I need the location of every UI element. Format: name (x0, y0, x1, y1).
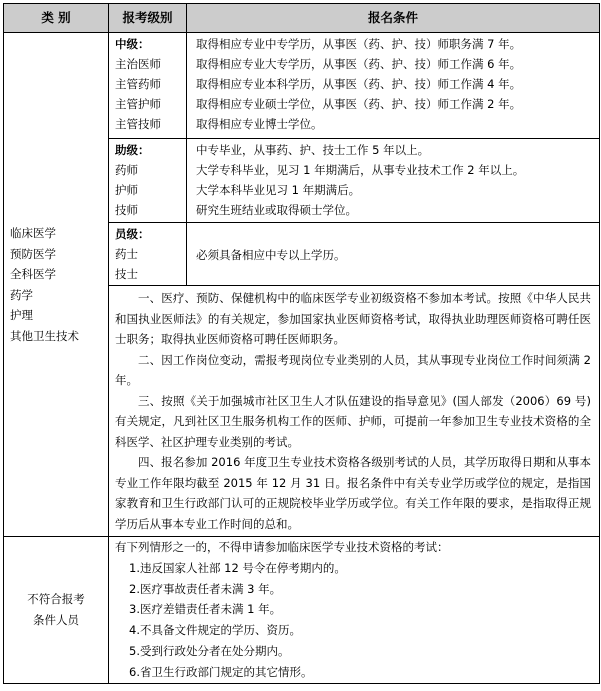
disqualified-item: 4.不具备文件规定的学历、资历。 (129, 623, 301, 638)
tier-title: 助级： (115, 143, 150, 157)
category-item: 全科医学 (10, 267, 56, 281)
level-cell-junior (109, 223, 187, 286)
disqualified-item: 1.违反国家人社部 12 号令在停考期内的。 (129, 560, 346, 575)
header-level: 报考级别 (109, 4, 187, 33)
level-item: 主治医师 (115, 57, 161, 71)
header-row (4, 4, 600, 33)
level-item: 主管技师 (115, 117, 161, 131)
level-cell-assistant (109, 139, 187, 223)
note-paragraph: 四、报名参加 2016 年度卫生专业技术资格各级别考试的人员，其学历取得日期和从事本专业工作年限均截至 2015 年 12 月 31 日。报名条件中有关专业学历或学位的规定，是指国家教育和卫生行政部门认可的正规院校毕业学历或学位。有关工作年限的要求，是指取得正规学历后从事本专业工作时间的总和。 (115, 455, 591, 531)
condition-item: 必须具备相应中专以上学历。 (196, 247, 346, 262)
disqualified-row (4, 537, 600, 684)
disqualified-item: 5.受到行政处分者在处分期内。 (129, 643, 290, 658)
category-cell (4, 33, 109, 537)
condition-item: 取得相应专业本科学历，从事医（药、护、技）师工作满 4 年。 (196, 77, 522, 91)
level-item: 药师 (115, 163, 138, 177)
condition-item: 大学专科毕业，见习 1 年期满后，从事专业技术工作 2 年以上。 (196, 163, 525, 177)
conditions-cell-assistant (187, 139, 600, 223)
level-item: 药士 (115, 247, 138, 261)
disqualified-label: 条件人员 (33, 612, 79, 627)
condition-item: 取得相应专业大专学历，从事医（药、护、技）师工作满 6 年。 (196, 57, 522, 71)
tier-title: 员级： (115, 227, 150, 241)
note-paragraph: 三、按照《关于加强城市社区卫生人才队伍建设的指导意见》(国人部发（2006）69 号)有关规定，凡到社区卫生服务机构工作的医师、护师，可提前一年参加卫生专业技术资格的全科医学、社区护理专业类别的考试。 (115, 393, 591, 449)
disqualified-item: 2.医疗事故责任者未满 3 年。 (129, 581, 282, 596)
notes-cell (109, 286, 600, 537)
tier-title: 中级： (115, 37, 150, 51)
note-paragraph: 一、医疗、预防、保健机构中的临床医学专业初级资格不参加本考试。按照《中华人民共和国执业医师法》的有关规定，参加国家执业医师资格考试，取得执业助理医师资格可聘任医士职务；取得执业医师资格可聘任医师职务。 (115, 291, 591, 346)
category-item: 药学 (10, 287, 33, 302)
disqualified-item: 6.省卫生行政部门规定的其它情形。 (129, 664, 313, 679)
condition-item: 研究生班结业或取得硕士学位。 (196, 203, 357, 217)
conditions-cell-intermediate (187, 33, 600, 139)
disqualified-list-cell (109, 537, 600, 684)
condition-item: 取得相应专业博士学位。 (196, 117, 323, 131)
category-item: 临床医学 (10, 226, 56, 240)
level-item: 护师 (115, 183, 138, 197)
level-item: 技师 (115, 203, 138, 217)
condition-item: 大学本科毕业见习 1 年期满后。 (196, 183, 361, 197)
disqualified-label: 不符合报考 (27, 591, 85, 606)
exam-requirements-table (3, 3, 600, 684)
tier-intermediate-row (4, 33, 600, 139)
condition-item: 取得相应专业硕士学位，从事医（药、护、技）师工作满 2 年。 (196, 97, 522, 111)
category-item: 预防医学 (10, 246, 56, 261)
conditions-cell-junior (187, 223, 600, 286)
level-cell-intermediate (109, 33, 187, 139)
disqualified-item: 3.医疗差错责任者未满 1 年。 (129, 602, 282, 617)
level-item: 主管药师 (115, 77, 161, 91)
category-item: 护理 (10, 308, 33, 322)
level-item: 技士 (115, 267, 138, 281)
disqualified-label-cell (4, 537, 109, 684)
disqualified-intro: 有下列情形之一的，不得申请参加临床医学专业技术资格的考试： (115, 540, 449, 554)
level-item: 主管护师 (115, 97, 161, 111)
condition-item: 取得相应专业中专学历，从事医（药、护、技）师职务满 7 年。 (196, 37, 522, 51)
header-conditions: 报名条件 (187, 4, 600, 33)
category-item: 其他卫生技术 (10, 328, 79, 343)
condition-item: 中专毕业，从事药、护、技士工作 5 年以上。 (196, 143, 430, 157)
header-category: 类 别 (4, 4, 109, 33)
note-paragraph: 二、因工作岗位变动，需报考现岗位专业类别的人员，其从事现专业岗位工作时间须满 2 年。 (115, 352, 591, 387)
